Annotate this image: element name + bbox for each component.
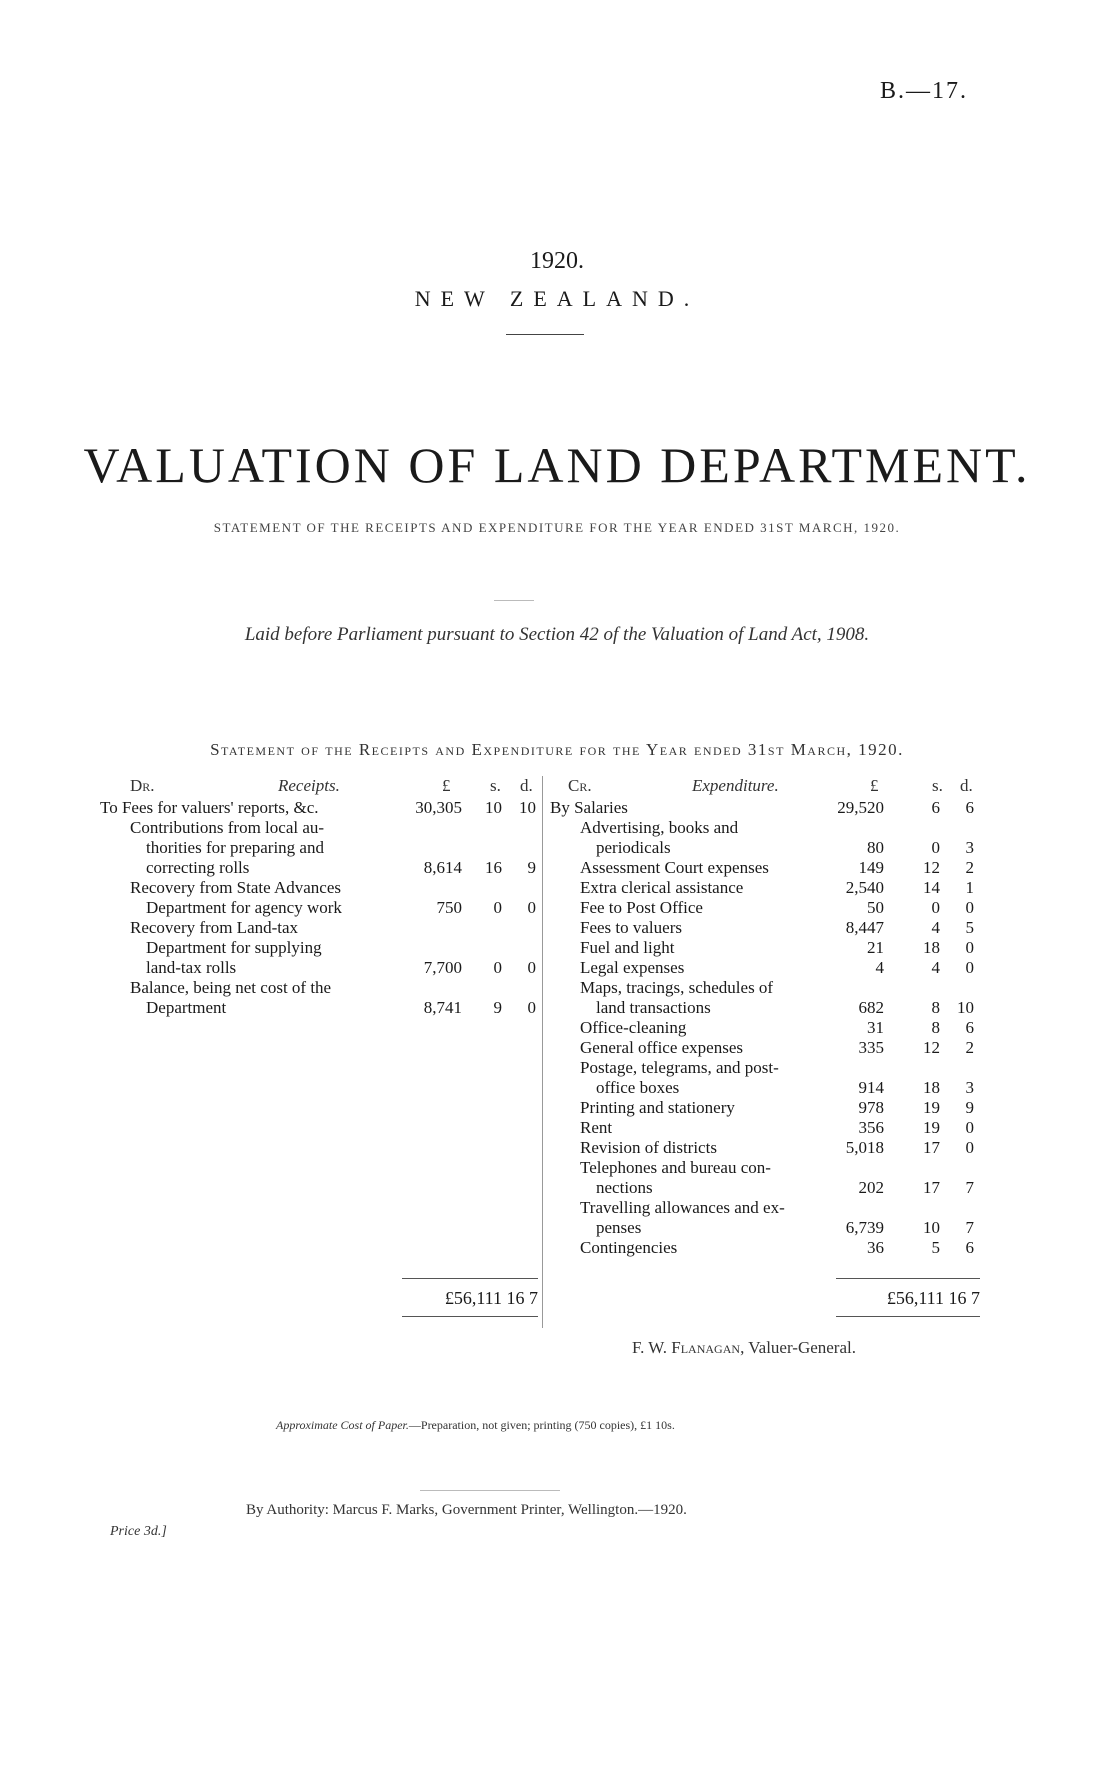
expenditure-amount-pounds: 36	[867, 1238, 884, 1257]
receipts-amount-pounds: 7,700	[423, 958, 462, 977]
expenditure-amount-pence: 6	[965, 798, 974, 817]
expenditure-amount-pounds: 4	[875, 958, 884, 977]
dr-label: Dr.	[130, 776, 155, 795]
receipts-item-text: correcting rolls	[146, 858, 250, 877]
receipts-item-text: To Fees for valuers' reports, &c.	[100, 798, 319, 817]
receipts-amount-pounds: 8,614	[423, 858, 462, 877]
expenditure-amount-pounds: 356	[858, 1118, 884, 1137]
expenditure-item-text: By Salaries	[550, 798, 628, 817]
document-title: VALUATION OF LAND DEPARTMENT.	[83, 437, 1031, 493]
expenditure-item-text: Fuel and light	[580, 938, 675, 957]
expenditure-amount-pence: 3	[965, 1078, 974, 1097]
country-name: NEW ZEALAND.	[414, 286, 700, 311]
receipts-item-text: land-tax rolls	[146, 958, 237, 977]
receipts-item-text: Recovery from State Advances	[130, 878, 342, 897]
expenditure-amount-pence: 0	[965, 1118, 974, 1137]
expenditure-item-text: land transactions	[596, 998, 711, 1017]
receipts-amount-pence: 9	[527, 858, 536, 877]
expenditure-amount-shillings: 6	[931, 798, 940, 817]
expenditure-item-text: Extra clerical assistance	[580, 878, 744, 897]
paper-cost-note	[276, 1418, 675, 1433]
expenditure-d-head: d.	[960, 776, 973, 795]
expenditure-item-text: Contingencies	[580, 1238, 678, 1257]
expenditure-amount-pence: 2	[965, 858, 974, 877]
expenditure-amount-shillings: 10	[923, 1218, 940, 1237]
receipts-item-text: Contributions from local au-	[130, 818, 325, 837]
receipts-amount-pence: 0	[527, 898, 536, 917]
expenditure-amount-pence: 0	[965, 938, 974, 957]
receipts-d-head: d.	[520, 776, 533, 795]
expenditure-total-double-rule	[836, 1316, 980, 1317]
expenditure-item-text: office boxes	[596, 1078, 680, 1097]
expenditure-amount-shillings: 0	[931, 898, 940, 917]
signature-title: , Valuer-General.	[740, 1338, 856, 1357]
expenditure-item-text: Fee to Post Office	[580, 898, 703, 917]
page-reference: B.—17.	[880, 78, 969, 104]
expenditure-item-text: Revision of districts	[580, 1138, 717, 1157]
price-note: Price 3d.]	[110, 1524, 167, 1539]
ledger-table	[100, 776, 980, 1366]
expenditure-amount-shillings: 5	[931, 1238, 940, 1257]
expenditure-amount-shillings: 18	[923, 1078, 940, 1097]
expenditure-amount-pence: 7	[965, 1178, 974, 1197]
expenditure-amount-pounds: 8,447	[845, 918, 884, 937]
expenditure-amount-shillings: 8	[931, 998, 940, 1017]
expenditure-amount-pounds: 5,018	[845, 1138, 884, 1157]
receipts-amount-shillings: 0	[493, 898, 502, 917]
expenditure-amount-pounds: 202	[858, 1178, 884, 1197]
expenditure-item-text: Rent	[580, 1118, 613, 1137]
expenditure-amount-shillings: 17	[923, 1178, 940, 1197]
publication-year: 1920.	[530, 248, 584, 274]
receipts-item-text: Recovery from Land-tax	[130, 918, 299, 937]
receipts-item-text: Department for agency work	[146, 898, 342, 917]
expenditure-amount-pence: 0	[965, 1138, 974, 1157]
statement-heading: Statement of the Receipts and Expenditure for the Year ended 31st March, 1920.	[210, 740, 904, 759]
cr-label: Cr.	[568, 776, 592, 795]
expenditure-pound-head: £	[870, 776, 879, 795]
expenditure-amount-shillings: 12	[923, 1038, 940, 1057]
expenditure-amount-pence: 3	[965, 838, 974, 857]
receipts-amount-pence: 10	[519, 798, 536, 817]
expenditure-amount-pounds: 682	[858, 998, 884, 1017]
expenditure-amount-pounds: 31	[867, 1018, 884, 1037]
expenditure-amount-shillings: 19	[923, 1118, 940, 1137]
expenditure-amount-shillings: 8	[931, 1018, 940, 1037]
expenditure-amount-pence: 7	[965, 1218, 974, 1237]
receipts-s-head: s.	[490, 776, 501, 795]
expenditure-item-text: Assessment Court expenses	[580, 858, 769, 877]
expenditure-item-text: Fees to valuers	[580, 918, 682, 937]
paper-cost-text: —Preparation, not given; printing (750 copies), £1 10s.	[408, 1418, 675, 1432]
expenditure-amount-shillings: 4	[931, 918, 940, 937]
receipts-item-text: Balance, being net cost of the	[130, 978, 332, 997]
expenditure-item-text: Advertising, books and	[580, 818, 739, 837]
title-divider	[506, 334, 584, 335]
expenditure-item-text: periodicals	[596, 838, 671, 857]
receipts-amount-shillings: 10	[485, 798, 502, 817]
signature-line	[632, 1338, 856, 1358]
expenditure-amount-pence: 0	[965, 958, 974, 977]
expenditure-item-text: Legal expenses	[580, 958, 685, 977]
expenditure-item-text: Office-cleaning	[580, 1018, 687, 1037]
receipts-amount-shillings: 16	[485, 858, 502, 877]
document-subtitle: STATEMENT OF THE RECEIPTS AND EXPENDITURE FOR THE YEAR ENDED 31ST MARCH, 1920.	[213, 520, 901, 535]
receipts-amount-pence: 0	[527, 998, 536, 1017]
receipts-item-text: thorities for preparing and	[146, 838, 324, 857]
expenditure-amount-pence: 10	[957, 998, 974, 1017]
expenditure-amount-shillings: 12	[923, 858, 940, 877]
expenditure-amount-shillings: 17	[923, 1138, 940, 1157]
expenditure-amount-shillings: 4	[931, 958, 940, 977]
receipts-total-rule	[402, 1278, 538, 1279]
receipts-heading: Receipts.	[278, 776, 340, 795]
expenditure-item-text: General office expenses	[580, 1038, 743, 1057]
expenditure-amount-pounds: 914	[858, 1078, 884, 1097]
expenditure-total: £56,111 16 7	[886, 1288, 980, 1308]
expenditure-heading: Expenditure.	[692, 776, 779, 795]
expenditure-item-text: Printing and stationery	[580, 1098, 735, 1117]
receipts-total: £56,111 16 7	[444, 1288, 538, 1308]
receipts-amount-shillings: 9	[493, 998, 502, 1017]
receipts-item-text: Department for supplying	[146, 938, 322, 957]
receipts-item-text: Department	[146, 998, 227, 1017]
printer-authority: By Authority: Marcus F. Marks, Government Printer, Wellington.—1920.	[246, 1502, 687, 1518]
receipts-amount-pounds: 750	[436, 898, 462, 917]
receipts-amount-pence: 0	[527, 958, 536, 977]
expenditure-amount-pence: 0	[965, 898, 974, 917]
expenditure-amount-pence: 2	[965, 1038, 974, 1057]
expenditure-amount-shillings: 18	[923, 938, 940, 957]
expenditure-item-text: Postage, telegrams, and post-	[580, 1058, 779, 1077]
expenditure-amount-pence: 6	[965, 1018, 974, 1037]
expenditure-amount-pence: 6	[965, 1238, 974, 1257]
expenditure-amount-pounds: 21	[867, 938, 884, 957]
expenditure-item-text: penses	[596, 1218, 642, 1237]
expenditure-amount-pounds: 6,739	[845, 1218, 884, 1237]
expenditure-amount-pounds: 335	[858, 1038, 884, 1057]
expenditure-s-head: s.	[932, 776, 943, 795]
expenditure-amount-shillings: 0	[931, 838, 940, 857]
expenditure-item-text: Maps, tracings, schedules of	[580, 978, 774, 997]
expenditure-amount-pounds: 50	[867, 898, 884, 917]
expenditure-amount-pounds: 149	[858, 858, 884, 877]
expenditure-item-text: nections	[596, 1178, 653, 1197]
receipts-amount-pounds: 30,305	[415, 798, 462, 817]
section-divider	[494, 600, 534, 601]
receipts-total-double-rule	[402, 1316, 538, 1317]
expenditure-total-rule	[836, 1278, 980, 1279]
receipts-expenditure-divider	[542, 776, 543, 1328]
expenditure-amount-pounds: 29,520	[837, 798, 884, 817]
receipts-pound-head: £	[442, 776, 451, 795]
expenditure-amount-pounds: 80	[867, 838, 884, 857]
expenditure-amount-pounds: 978	[858, 1098, 884, 1117]
paper-cost-label: Approximate Cost of Paper.	[276, 1418, 409, 1432]
laid-before-parliament: Laid before Parliament pursuant to Section 42 of the Valuation of Land Act, 1908.	[244, 624, 870, 645]
expenditure-item-text: Telephones and bureau con-	[580, 1158, 771, 1177]
expenditure-amount-shillings: 19	[923, 1098, 940, 1117]
signature-name: F. W. Flanagan	[632, 1338, 741, 1357]
receipts-amount-pounds: 8,741	[423, 998, 462, 1017]
footer-divider	[420, 1490, 560, 1491]
expenditure-amount-pence: 9	[965, 1098, 974, 1117]
expenditure-amount-pounds: 2,540	[845, 878, 884, 897]
expenditure-amount-pence: 1	[965, 878, 974, 897]
receipts-amount-shillings: 0	[493, 958, 502, 977]
expenditure-amount-pence: 5	[965, 918, 974, 937]
expenditure-amount-shillings: 14	[923, 878, 940, 897]
expenditure-item-text: Travelling allowances and ex-	[580, 1198, 785, 1217]
